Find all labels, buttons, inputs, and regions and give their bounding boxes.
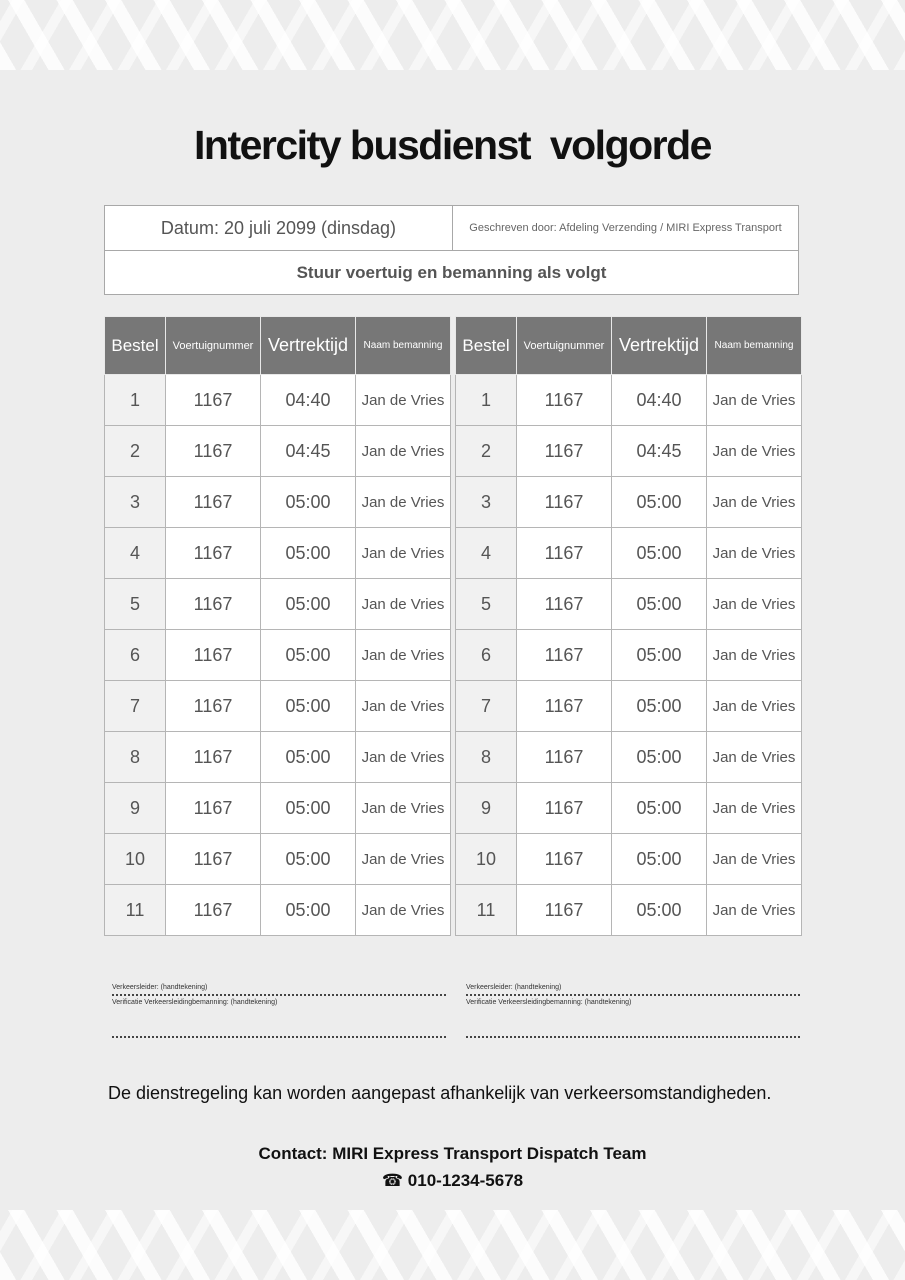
departure-time-cell: 05:00 (612, 630, 707, 681)
table-row (456, 375, 802, 426)
decorative-pattern-top (0, 0, 905, 70)
departure-time-cell: 05:00 (261, 630, 356, 681)
header-departure-time: Vertrektijd (261, 317, 356, 375)
crew-name-cell: Jan de Vries (356, 477, 451, 528)
signature-block-right (466, 984, 800, 1038)
crew-name-cell: Jan de Vries (356, 630, 451, 681)
departure-time-cell: 05:00 (612, 834, 707, 885)
vehicle-number-cell: 1167 (517, 630, 612, 681)
crew-name-cell: Jan de Vries (707, 834, 802, 885)
crew-name-cell: Jan de Vries (356, 528, 451, 579)
contact-phone: 010-1234-5678 (407, 1171, 524, 1190)
table-row (456, 681, 802, 732)
table-row (456, 783, 802, 834)
order-cell: 3 (105, 477, 166, 528)
crew-name-cell: Jan de Vries (707, 732, 802, 783)
departure-time-cell: 05:00 (612, 885, 707, 936)
vehicle-number-cell: 1167 (166, 885, 261, 936)
contact-phone-line (0, 1167, 905, 1194)
crew-name-cell: Jan de Vries (356, 579, 451, 630)
crew-name-cell: Jan de Vries (707, 885, 802, 936)
order-cell: 1 (456, 375, 517, 426)
order-cell: 9 (456, 783, 517, 834)
vehicle-number-cell: 1167 (166, 630, 261, 681)
departure-time-cell: 05:00 (261, 681, 356, 732)
table-row (105, 885, 451, 936)
order-cell: 10 (456, 834, 517, 885)
crew-name-cell: Jan de Vries (707, 630, 802, 681)
order-cell: 4 (105, 528, 166, 579)
order-cell: 9 (105, 783, 166, 834)
crew-name-cell: Jan de Vries (356, 681, 451, 732)
departure-time-cell: 05:00 (261, 477, 356, 528)
table-row (456, 477, 802, 528)
signature-verification-label: Verificatie Verkeersleidingbemanning: (handtekening) (466, 996, 800, 1038)
table-row (456, 885, 802, 936)
order-cell: 2 (456, 426, 517, 477)
departure-time-cell: 05:00 (612, 681, 707, 732)
instruction-text: Stuur voertuig en bemanning als volgt (296, 262, 607, 282)
order-cell: 11 (456, 885, 517, 936)
departure-time-cell: 04:40 (612, 375, 707, 426)
departure-time-cell: 05:00 (612, 579, 707, 630)
crew-name-cell: Jan de Vries (707, 528, 802, 579)
vehicle-number-cell: 1167 (517, 834, 612, 885)
table-row (456, 579, 802, 630)
signature-verification-label: Verificatie Verkeersleidingbemanning: (handtekening) (112, 996, 446, 1038)
schedule-table-left (104, 316, 451, 936)
order-cell: 3 (456, 477, 517, 528)
vehicle-number-cell: 1167 (166, 732, 261, 783)
crew-name-cell: Jan de Vries (707, 783, 802, 834)
vehicle-number-cell: 1167 (517, 375, 612, 426)
order-cell: 7 (456, 681, 517, 732)
table-header-row (105, 317, 451, 375)
crew-name-cell: Jan de Vries (356, 426, 451, 477)
crew-name-cell: Jan de Vries (356, 375, 451, 426)
table-body (105, 375, 451, 936)
info-box (104, 205, 799, 295)
order-cell: 7 (105, 681, 166, 732)
departure-time-cell: 05:00 (261, 834, 356, 885)
vehicle-number-cell: 1167 (517, 579, 612, 630)
table-row (456, 732, 802, 783)
vehicle-number-cell: 1167 (166, 477, 261, 528)
table-row (105, 477, 451, 528)
date-field: Datum: 20 juli 2099 (dinsdag) (105, 206, 453, 251)
schedule-table-right (455, 316, 802, 936)
decorative-pattern-bottom (0, 1210, 905, 1280)
departure-time-cell: 05:00 (612, 732, 707, 783)
table-row (105, 783, 451, 834)
crew-name-cell: Jan de Vries (707, 681, 802, 732)
order-cell: 8 (105, 732, 166, 783)
signature-controller-label: Verkeersleider: (handtekening) (112, 984, 446, 996)
table-body (456, 375, 802, 936)
crew-name-cell: Jan de Vries (707, 477, 802, 528)
header-vehicle-number: Voertuignummer (166, 317, 261, 375)
crew-name-cell: Jan de Vries (356, 834, 451, 885)
crew-name-cell: Jan de Vries (707, 579, 802, 630)
crew-name-cell: Jan de Vries (356, 783, 451, 834)
telephone-icon: ☎ (381, 1171, 404, 1190)
departure-time-cell: 04:40 (261, 375, 356, 426)
order-cell: 1 (105, 375, 166, 426)
table-row (105, 579, 451, 630)
table-row (456, 834, 802, 885)
crew-name-cell: Jan de Vries (707, 375, 802, 426)
order-cell: 10 (105, 834, 166, 885)
schedule-notice: De dienstregeling kan worden aangepast afhankelijk van verkeersomstandigheden. (108, 1083, 772, 1103)
order-cell: 11 (105, 885, 166, 936)
header-crew-name: Naam bemanning (356, 317, 451, 375)
header-vehicle-number: Voertuignummer (517, 317, 612, 375)
departure-time-cell: 05:00 (261, 579, 356, 630)
order-cell: 2 (105, 426, 166, 477)
table-row (105, 375, 451, 426)
departure-time-cell: 04:45 (612, 426, 707, 477)
order-cell: 4 (456, 528, 517, 579)
table-row (105, 630, 451, 681)
signature-controller-label: Verkeersleider: (handtekening) (466, 984, 800, 996)
departure-time-cell: 04:45 (261, 426, 356, 477)
departure-time-cell: 05:00 (612, 528, 707, 579)
vehicle-number-cell: 1167 (166, 528, 261, 579)
author-field: Geschreven door: Afdeling Verzending / MIRI Express Transport (453, 206, 798, 251)
table-row (456, 528, 802, 579)
table-row (105, 426, 451, 477)
table-row (105, 681, 451, 732)
table-row (105, 528, 451, 579)
order-cell: 5 (105, 579, 166, 630)
contact-block (0, 1140, 905, 1194)
departure-time-cell: 05:00 (261, 528, 356, 579)
crew-name-cell: Jan de Vries (707, 426, 802, 477)
table-row (105, 834, 451, 885)
crew-name-cell: Jan de Vries (356, 732, 451, 783)
departure-time-cell: 05:00 (261, 885, 356, 936)
vehicle-number-cell: 1167 (517, 885, 612, 936)
departure-time-cell: 05:00 (612, 783, 707, 834)
vehicle-number-cell: 1167 (517, 732, 612, 783)
table-row (105, 732, 451, 783)
order-cell: 6 (456, 630, 517, 681)
vehicle-number-cell: 1167 (166, 834, 261, 885)
vehicle-number-cell: 1167 (166, 426, 261, 477)
vehicle-number-cell: 1167 (166, 375, 261, 426)
header-order: Bestel (105, 317, 166, 375)
header-order: Bestel (456, 317, 517, 375)
departure-time-cell: 05:00 (261, 732, 356, 783)
vehicle-number-cell: 1167 (166, 783, 261, 834)
header-departure-time: Vertrektijd (612, 317, 707, 375)
signature-block-left (112, 984, 446, 1038)
table-row (456, 426, 802, 477)
vehicle-number-cell: 1167 (166, 681, 261, 732)
vehicle-number-cell: 1167 (517, 426, 612, 477)
vehicle-number-cell: 1167 (517, 783, 612, 834)
page-title: Intercity busdienst volgorde (194, 122, 711, 168)
order-cell: 6 (105, 630, 166, 681)
order-cell: 5 (456, 579, 517, 630)
vehicle-number-cell: 1167 (517, 681, 612, 732)
vehicle-number-cell: 1167 (166, 579, 261, 630)
order-cell: 8 (456, 732, 517, 783)
table-row (456, 630, 802, 681)
crew-name-cell: Jan de Vries (356, 885, 451, 936)
header-crew-name: Naam bemanning (707, 317, 802, 375)
vehicle-number-cell: 1167 (517, 528, 612, 579)
departure-time-cell: 05:00 (261, 783, 356, 834)
departure-time-cell: 05:00 (612, 477, 707, 528)
vehicle-number-cell: 1167 (517, 477, 612, 528)
table-header-row (456, 317, 802, 375)
contact-team: Contact: MIRI Express Transport Dispatch Team (258, 1144, 647, 1163)
